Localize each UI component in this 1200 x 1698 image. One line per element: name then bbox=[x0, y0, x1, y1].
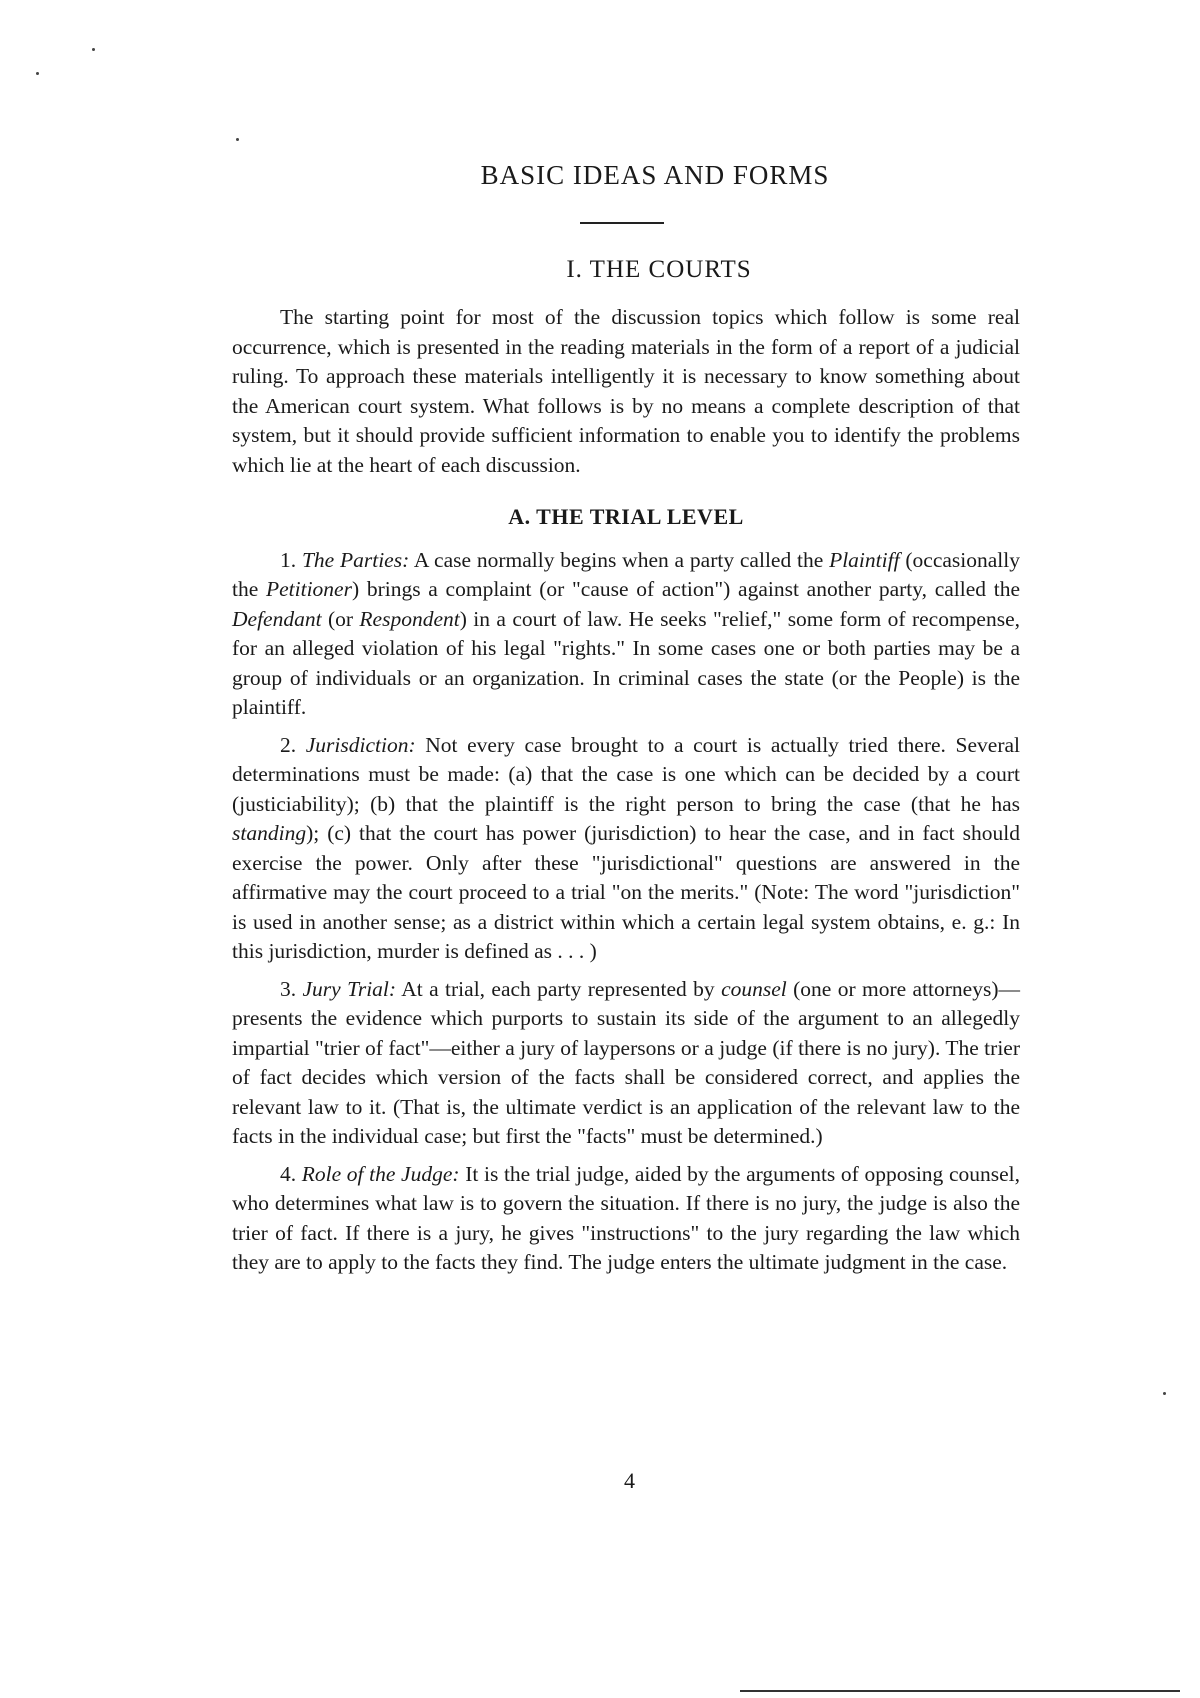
paragraph-text: ) brings a complaint (or "cause of action") against another party, called the bbox=[351, 577, 1020, 601]
paragraph-role-of-judge bbox=[232, 1160, 1020, 1278]
section-title: I. THE COURTS bbox=[566, 256, 752, 283]
paragraph-text: (one or more attorneys)—presents the evidence which purports to sustain its side of the argument to an allegedly impartial "trier of fact"—either a jury of laypersons or a judge (if there is no jury). The trier of fact decides which version of the facts shall be considered correct, and applies the relevant law to it. (That is, the ultimate verdict is an application of the relevant law to the facts in the individual case; but first the "facts" must be determined.) bbox=[232, 976, 1020, 1148]
emphasis-term: Plaintiff bbox=[829, 547, 900, 572]
item-heading: The Parties: bbox=[301, 547, 410, 572]
emphasis-term: Defendant bbox=[232, 606, 322, 631]
paragraph-text: At a trial, each party represented by bbox=[396, 976, 722, 1001]
paragraph-jurisdiction bbox=[232, 731, 1020, 967]
intro-paragraph: The starting point for most of the discussion topics which follow is some real occurrence, which is presented in the reading materials in the form of a report of a judicial ruling. To approach these materials intelligently it is necessary to know something about the American court system. What follows is by no means a complete description of that system, but it should provide sufficient information to enable you to identify the problems which lie at the heart of each discussion. bbox=[232, 305, 1020, 477]
item-number: 1. bbox=[280, 547, 297, 572]
paragraph-parties bbox=[232, 546, 1020, 723]
title-divider bbox=[580, 222, 664, 224]
paragraph-text: A case normally begins when a party called the bbox=[409, 547, 830, 572]
paragraph-text: Not every case brought to a court is actually tried there. Several determinations must be made: (a) that the case is one which can be decided by a court (justiciability); (b) that the plaintiff is the right person to bring the case (that he has bbox=[232, 732, 1020, 816]
scan-speck bbox=[1163, 1392, 1166, 1395]
emphasis-term: Petitioner bbox=[265, 577, 352, 601]
scan-speck bbox=[92, 48, 95, 51]
paragraph-text: (occasionally the bbox=[232, 547, 1020, 601]
paragraph-jury-trial bbox=[232, 975, 1020, 1152]
page-number: 4 bbox=[624, 1468, 635, 1493]
scan-speck bbox=[236, 138, 239, 141]
subsection-heading: A. THE TRIAL LEVEL bbox=[508, 504, 744, 529]
paragraph-text: ) in a court of law. He seeks "relief," some form of recompense, for an alleged violation of his legal "rights." In some cases one or both parties may be a group of individuals or an organization. In criminal cases the state (or the People) is the plaintiff. bbox=[232, 606, 1020, 719]
item-number: 4. bbox=[280, 1161, 297, 1186]
emphasis-term: counsel bbox=[721, 976, 787, 1001]
item-number: 3. bbox=[280, 976, 297, 1001]
item-heading: Role of the Judge: bbox=[301, 1161, 460, 1186]
emphasis-term: Respondent bbox=[359, 606, 460, 631]
page-title: BASIC IDEAS AND FORMS bbox=[480, 160, 830, 190]
emphasis-term: standing bbox=[232, 821, 307, 845]
body-text bbox=[232, 303, 1020, 1278]
item-heading: Jurisdiction: bbox=[305, 732, 416, 757]
paragraph-text: ); (c) that the court has power (jurisdiction) to hear the case, and in fact should exercise the power. Only after these "jurisdictional" questions are answered in the affirmative may the court proceed to a trial "on the merits." (Note: The word "jurisdiction" is used in another sense; as a district within which a certain legal system obtains, e. g.: In this jurisdiction, murder is defined as . . . ) bbox=[232, 821, 1020, 963]
item-heading: Jury Trial: bbox=[302, 976, 397, 1001]
scan-speck bbox=[36, 72, 39, 75]
footer-rule bbox=[740, 1690, 1180, 1692]
paragraph-text: (or bbox=[321, 606, 360, 631]
paragraph-text: It is the trial judge, aided by the arguments of opposing counsel, who determines what law is to govern the situation. If there is no jury, the judge is also the trier of fact. If there is a jury, he gives "instructions" to the jury regarding the law which they are to apply to the facts they find. The judge enters the ultimate judgment in the case. bbox=[232, 1161, 1020, 1274]
item-number: 2. bbox=[280, 732, 297, 757]
